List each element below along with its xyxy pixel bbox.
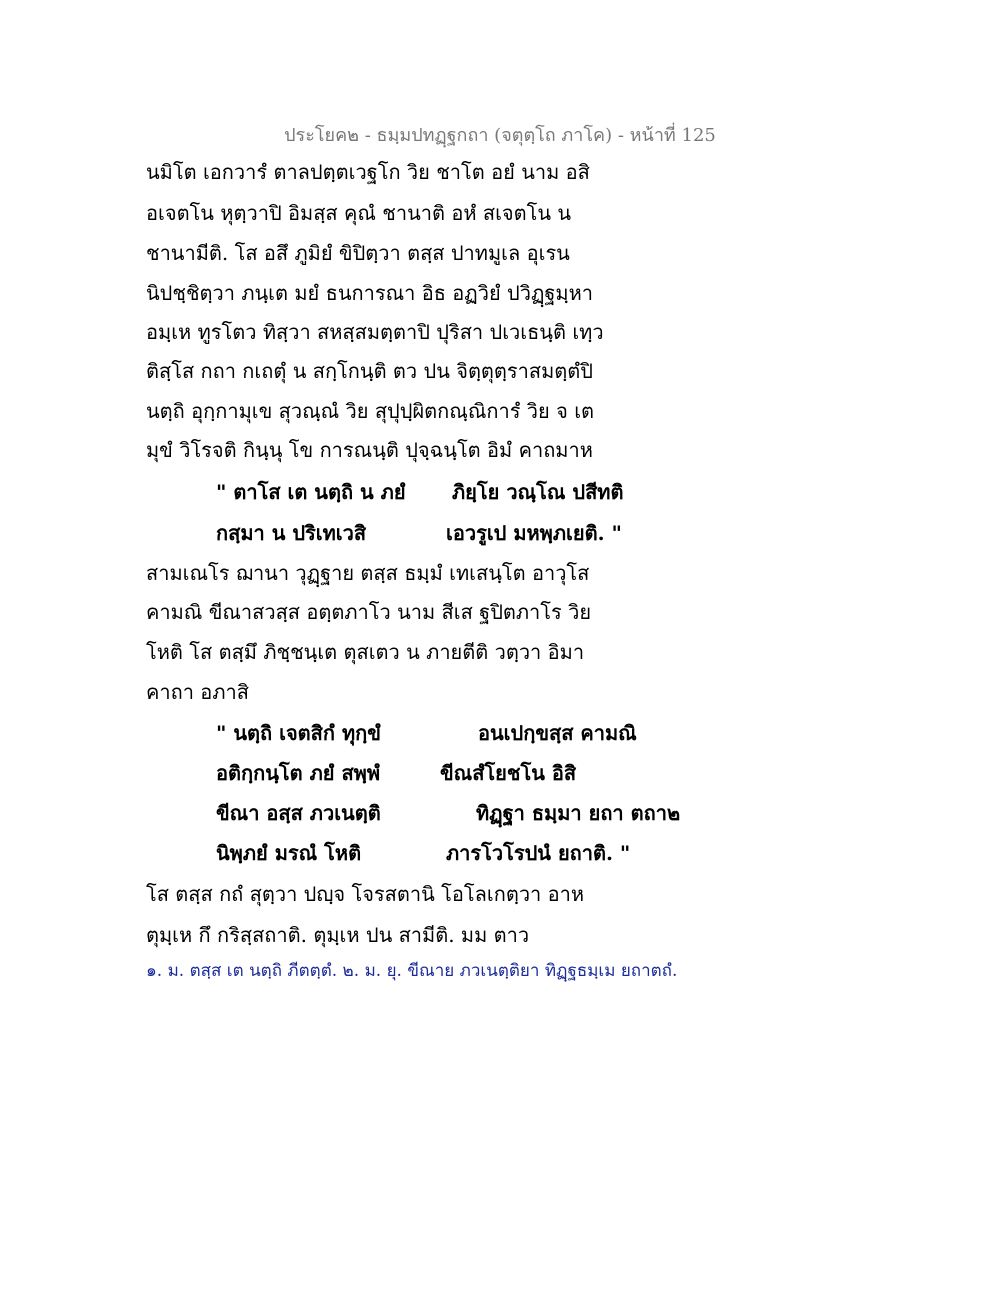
body-line: โหติ โส ตสฺมึ ภิชฺชนฺเต ตุสเตว น ภายตีติ วตฺวา อิมา xyxy=(146,640,585,664)
verse-line-left: นิพฺภยํ มรณํ โหติ xyxy=(216,841,362,865)
body-line: นตฺถิ อุกฺกามุเข สุวณฺณํ วิย สุปุปฺผิตกณฺณิการํ วิย จ เต xyxy=(146,399,595,423)
verse-line-right: อนเปกฺขสฺส คามณิ xyxy=(478,721,637,745)
verse-line-left: ขีณา อสฺส ภวเนตฺติ xyxy=(216,801,381,825)
verse-line-left: อติกฺกนฺโต ภยํ สพฺพํ xyxy=(216,761,381,785)
body-line: สามเณโร ฌานา วุฏฺฐาย ตสฺส ธมฺมํ เทเสนฺโต อาวุโส xyxy=(146,561,590,585)
body-line: โส ตสฺส กถํ สุตฺวา ปญฺจ โจรสตานิ โอโลเกตฺวา อาห xyxy=(146,882,585,906)
body-line: นมิโต เอกวารํ ตาลปตฺตเวฐโก วิย ชาโต อยํ นาม อสิ xyxy=(146,160,590,184)
body-line: คามณิ ขีณาสวสฺส อตฺตภาโว นาม สีเส ฐปิตภาโร วิย xyxy=(146,600,592,624)
body-line: ตุมฺเห กึ กริสฺสถาติ. ตุมฺเห ปน สามีติ. มม ตาว xyxy=(146,923,530,947)
verse-line-left: กสฺมา น ปริเทเวสิ xyxy=(216,521,367,545)
verse-line-right: ภารโวโรปนํ ยถาติ. " xyxy=(446,841,631,865)
body-line: คาถา อภาสิ xyxy=(146,680,249,704)
body-line: อเจตโน หุตฺวาปิ อิมสฺส คุณํ ชานาติ อหํ สเจตโน น xyxy=(146,201,572,225)
verse-line-right: เอวรูเป มหพฺภเยติ. " xyxy=(446,521,622,545)
verse-line-right: ภิยฺโย วณฺโณ ปสีทติ xyxy=(452,480,624,504)
body-line: ติสฺโส กถา กเถตุํ น สกฺโกนฺติ ตว ปน จิตฺตุตฺราสมตฺตํปิ xyxy=(146,359,593,383)
body-line: นิปชฺชิตฺวา ภนฺเต มยํ ธนการณา อิธ อฏวิยํ ปวิฏฺฐมฺหา xyxy=(146,281,594,305)
verse-line-left: " นตฺถิ เจตสิกํ ทุกฺขํ xyxy=(216,721,381,745)
verse-line-left: " ตาโส เต นตฺถิ น ภยํ xyxy=(216,480,406,504)
body-line: ชานามีติ. โส อสึ ภูมิยํ ขิปิตฺวา ตสฺส ปาทมูเล อุเรน xyxy=(146,241,570,265)
verse-line-right: ขีณสํโยชโน อิสิ xyxy=(440,761,577,785)
footnote: ๑. ม. ตสฺส เต นตฺถิ ภีตตฺตํ. ๒. ม. ยุ. ขีณาย ภวเนตฺติยา ทิฏฺฐธมฺเม ยถาตถํ. xyxy=(146,961,678,981)
page-header: ประโยค๒ - ธมฺมปทฏฺฐกถา (จตุตฺโถ ภาโค) - หน้าที่ 125 xyxy=(284,125,716,146)
verse-line-right: ทิฏฺฐา ธมฺมา ยถา ตถา๒ xyxy=(476,801,681,825)
body-line: มุขํ วิโรจติ กินฺนุ โข การณนฺติ ปุจฺฉนฺโต อิมํ คาถมาห xyxy=(146,438,593,462)
body-line: อมฺเห ทูรโตว ทิสฺวา สหสฺสมตฺตาปิ ปุริสา ปเวเธนฺติ เทฺว xyxy=(146,320,604,344)
